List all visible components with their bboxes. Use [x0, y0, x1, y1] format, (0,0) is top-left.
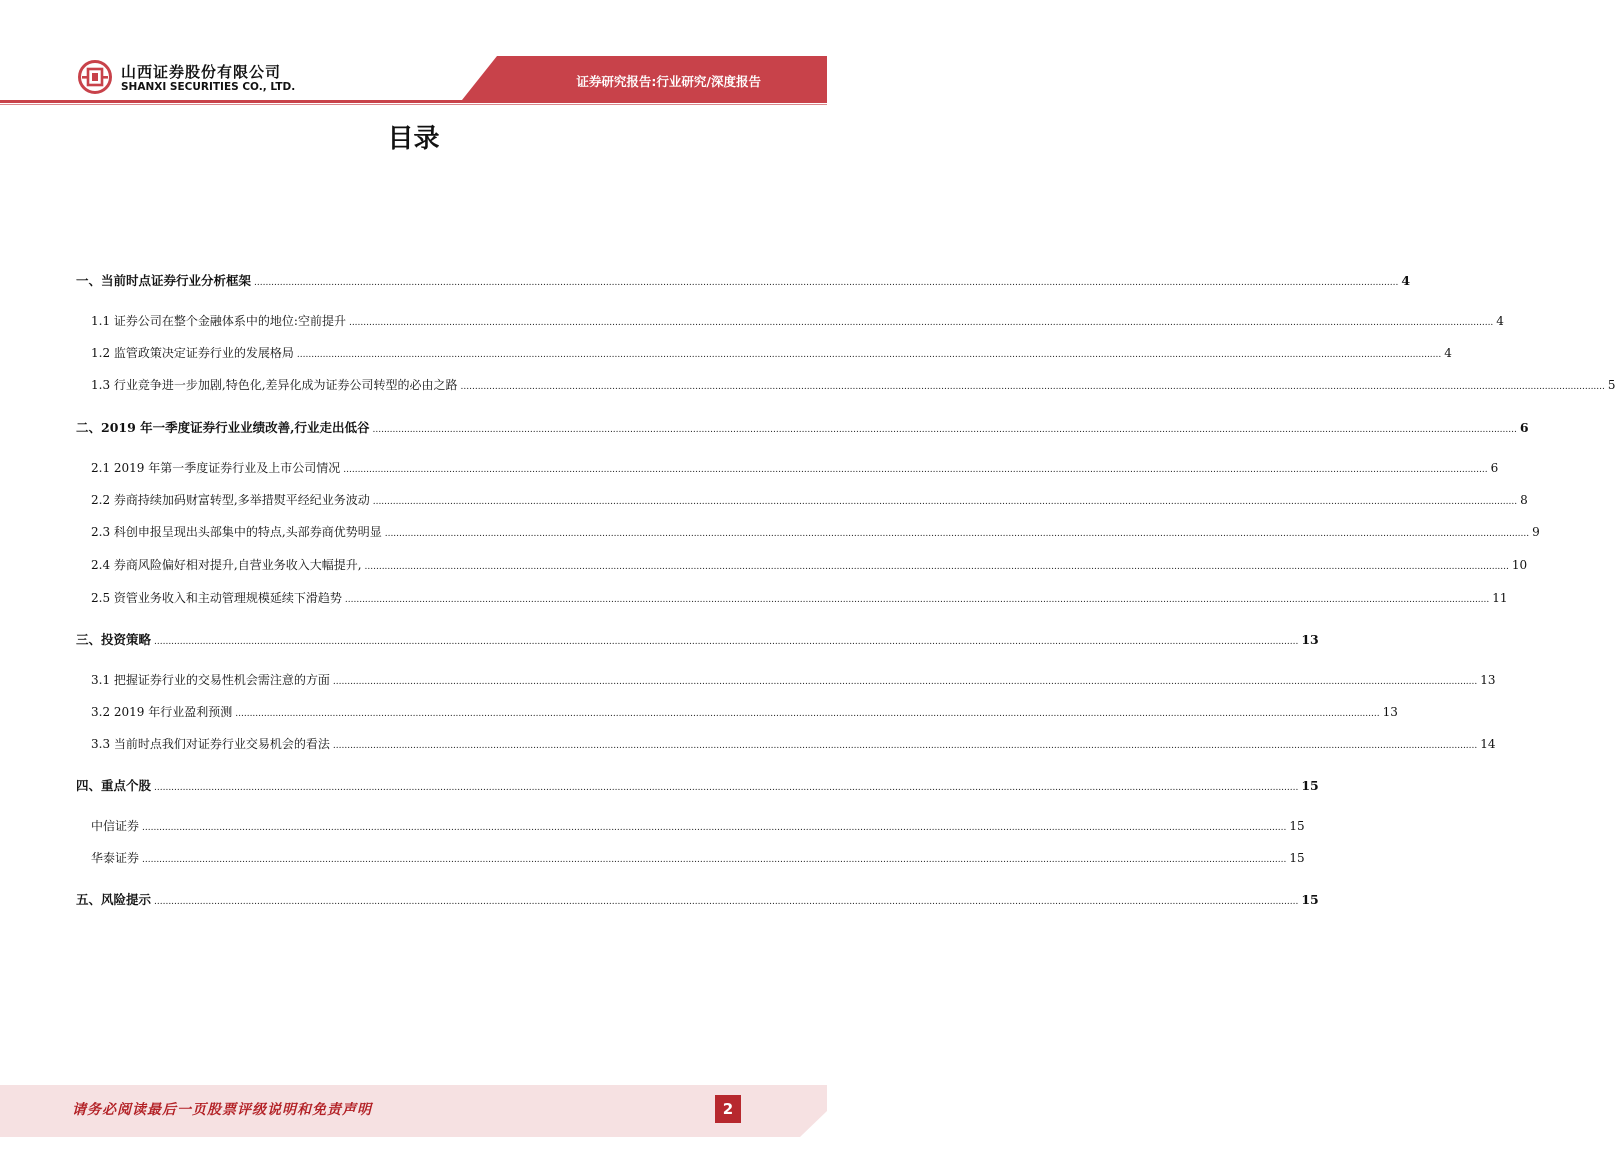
toc-entry-page: 15 [1289, 851, 1305, 865]
toc-dot-leader: ................................................................................................................................................................................................................................................................................................................................................................................................................ [142, 823, 1287, 833]
toc-entry-label: 华泰证券 [91, 851, 140, 865]
toc-entry-page: 8 [1520, 493, 1528, 507]
toc-dot-leader: ................................................................................................................................................................................................................................................................................................................................................................................................................ [364, 562, 1509, 572]
toc-entry-page: 15 [1289, 819, 1305, 833]
company-name-en: SHANXI SECURITIES CO., LTD. [121, 81, 296, 93]
toc-dot-leader: ................................................................................................................................................................................................................................................................................................................................................................................................................ [384, 529, 1530, 539]
toc-entry-page: 13 [1382, 705, 1398, 719]
toc-entry-page: 4 [1444, 346, 1452, 360]
toc-entry-label: 3.3 当前时点我们对证券行业交易机会的看法 [91, 737, 330, 751]
toc-entry-label: 1.3 行业竞争进一步加剧,特色化,差异化成为证券公司转型的必由之路 [91, 378, 458, 392]
toc-dot-leader: ................................................................................................................................................................................................................................................................................................................................................................................................................ [332, 741, 1478, 751]
toc-entry-label: 2.1 2019 年第一季度证券行业及上市公司情况 [91, 461, 341, 475]
toc-entry-page: 15 [1301, 892, 1319, 907]
toc-subsection-entry[interactable] [91, 849, 1305, 866]
toc-dot-leader: ................................................................................................................................................................................................................................................................................................................................................................................................................ [154, 637, 1299, 647]
toc-subsection-entry[interactable] [91, 556, 1528, 573]
report-type-label: 证券研究报告:行业研究/深度报告 [576, 74, 761, 89]
toc-entry-label: 3.1 把握证券行业的交易性机会需注意的方面 [91, 673, 330, 687]
toc-entry-page: 5 [1607, 378, 1616, 392]
toc-dot-leader: ................................................................................................................................................................................................................................................................................................................................................................................................................ [372, 497, 1518, 507]
toc-subsection-entry[interactable] [91, 703, 1398, 720]
toc-section-entry[interactable] [76, 418, 1529, 436]
toc-section-entry[interactable] [76, 630, 1319, 648]
toc-subsection-entry[interactable] [91, 312, 1504, 329]
toc-dot-leader: ................................................................................................................................................................................................................................................................................................................................................................................................................ [343, 465, 1488, 475]
company-logo-icon [78, 60, 112, 94]
toc-dot-leader: ................................................................................................................................................................................................................................................................................................................................................................................................................ [154, 783, 1299, 793]
toc-entry-label: 三、投资策略 [76, 632, 152, 647]
toc-dot-leader: ................................................................................................................................................................................................................................................................................................................................................................................................................ [142, 855, 1287, 865]
toc-dot-leader: ................................................................................................................................................................................................................................................................................................................................................................................................................ [296, 350, 1442, 360]
toc-dot-leader: ................................................................................................................................................................................................................................................................................................................................................................................................................ [460, 382, 1605, 392]
toc-entry-page: 4 [1401, 273, 1411, 288]
toc-dot-leader: ................................................................................................................................................................................................................................................................................................................................................................................................................ [332, 677, 1478, 687]
toc-entry-label: 2.3 科创申报呈现出头部集中的特点,头部券商优势明显 [91, 525, 382, 539]
toc-entry-page: 11 [1492, 591, 1508, 605]
toc-entry-page: 15 [1301, 778, 1319, 793]
toc-entry-label: 1.1 证券公司在整个金融体系中的地位:空前提升 [91, 314, 346, 328]
toc-subsection-entry[interactable] [91, 523, 1540, 540]
toc-entry-label: 一、当前时点证券行业分析框架 [76, 273, 252, 288]
toc-subsection-entry[interactable] [91, 459, 1499, 476]
toc-subsection-entry[interactable] [91, 735, 1496, 752]
toc-entry-page: 13 [1301, 632, 1319, 647]
toc-entry-page: 4 [1496, 314, 1504, 328]
toc-dot-leader: ................................................................................................................................................................................................................................................................................................................................................................................................................ [235, 709, 1380, 719]
toc-dot-leader: ................................................................................................................................................................................................................................................................................................................................................................................................................ [344, 595, 1490, 605]
toc-entry-label: 五、风险提示 [76, 892, 152, 907]
toc-dot-leader: ................................................................................................................................................................................................................................................................................................................................................................................................................ [154, 897, 1299, 907]
page-number: 2 [715, 1095, 741, 1123]
toc-entry-page: 14 [1480, 737, 1496, 751]
toc-dot-leader: ................................................................................................................................................................................................................................................................................................................................................................................................................ [348, 318, 1494, 328]
toc-entry-page: 10 [1511, 558, 1528, 572]
toc-subsection-entry[interactable] [91, 817, 1305, 834]
toc-entry-label: 二、2019 年一季度证券行业业绩改善,行业走出低谷 [76, 420, 370, 435]
toc-entry-page: 6 [1490, 461, 1499, 475]
toc-subsection-entry[interactable] [91, 344, 1452, 361]
toc-entry-label: 中信证券 [91, 819, 140, 833]
page-title: 目录 [387, 124, 440, 154]
toc-entry-label: 2.5 资管业务收入和主动管理规模延续下滑趋势 [91, 591, 342, 605]
toc-entry-label: 1.2 监管政策决定证券行业的发展格局 [91, 346, 294, 360]
toc-subsection-entry[interactable] [91, 589, 1508, 606]
toc-subsection-entry[interactable] [91, 671, 1496, 688]
toc-subsection-entry[interactable] [91, 376, 1616, 393]
toc-section-entry[interactable] [76, 271, 1411, 289]
toc-entry-label: 3.2 2019 年行业盈利预测 [91, 705, 233, 719]
toc-dot-leader: ................................................................................................................................................................................................................................................................................................................................................................................................................ [372, 425, 1517, 435]
toc-section-entry[interactable] [76, 890, 1319, 908]
toc-entry-page: 9 [1532, 525, 1540, 539]
company-name-cn: 山西证券股份有限公司 [121, 63, 282, 81]
toc-dot-leader: ................................................................................................................................................................................................................................................................................................................................................................................................................ [254, 278, 1399, 288]
toc-entry-page: 13 [1480, 673, 1496, 687]
footer-disclaimer: 请务必阅读最后一页股票评级说明和免责声明 [72, 1102, 372, 1118]
toc-entry-label: 2.2 券商持续加码财富转型,多举措熨平经纪业务波动 [91, 493, 370, 507]
toc-entry-label: 2.4 券商风险偏好相对提升,自营业务收入大幅提升, [91, 558, 362, 572]
toc-entry-page: 6 [1519, 420, 1529, 435]
toc-section-entry[interactable] [76, 776, 1319, 794]
toc-subsection-entry[interactable] [91, 491, 1528, 508]
page-header [0, 0, 827, 108]
toc-entry-label: 四、重点个股 [76, 778, 152, 793]
